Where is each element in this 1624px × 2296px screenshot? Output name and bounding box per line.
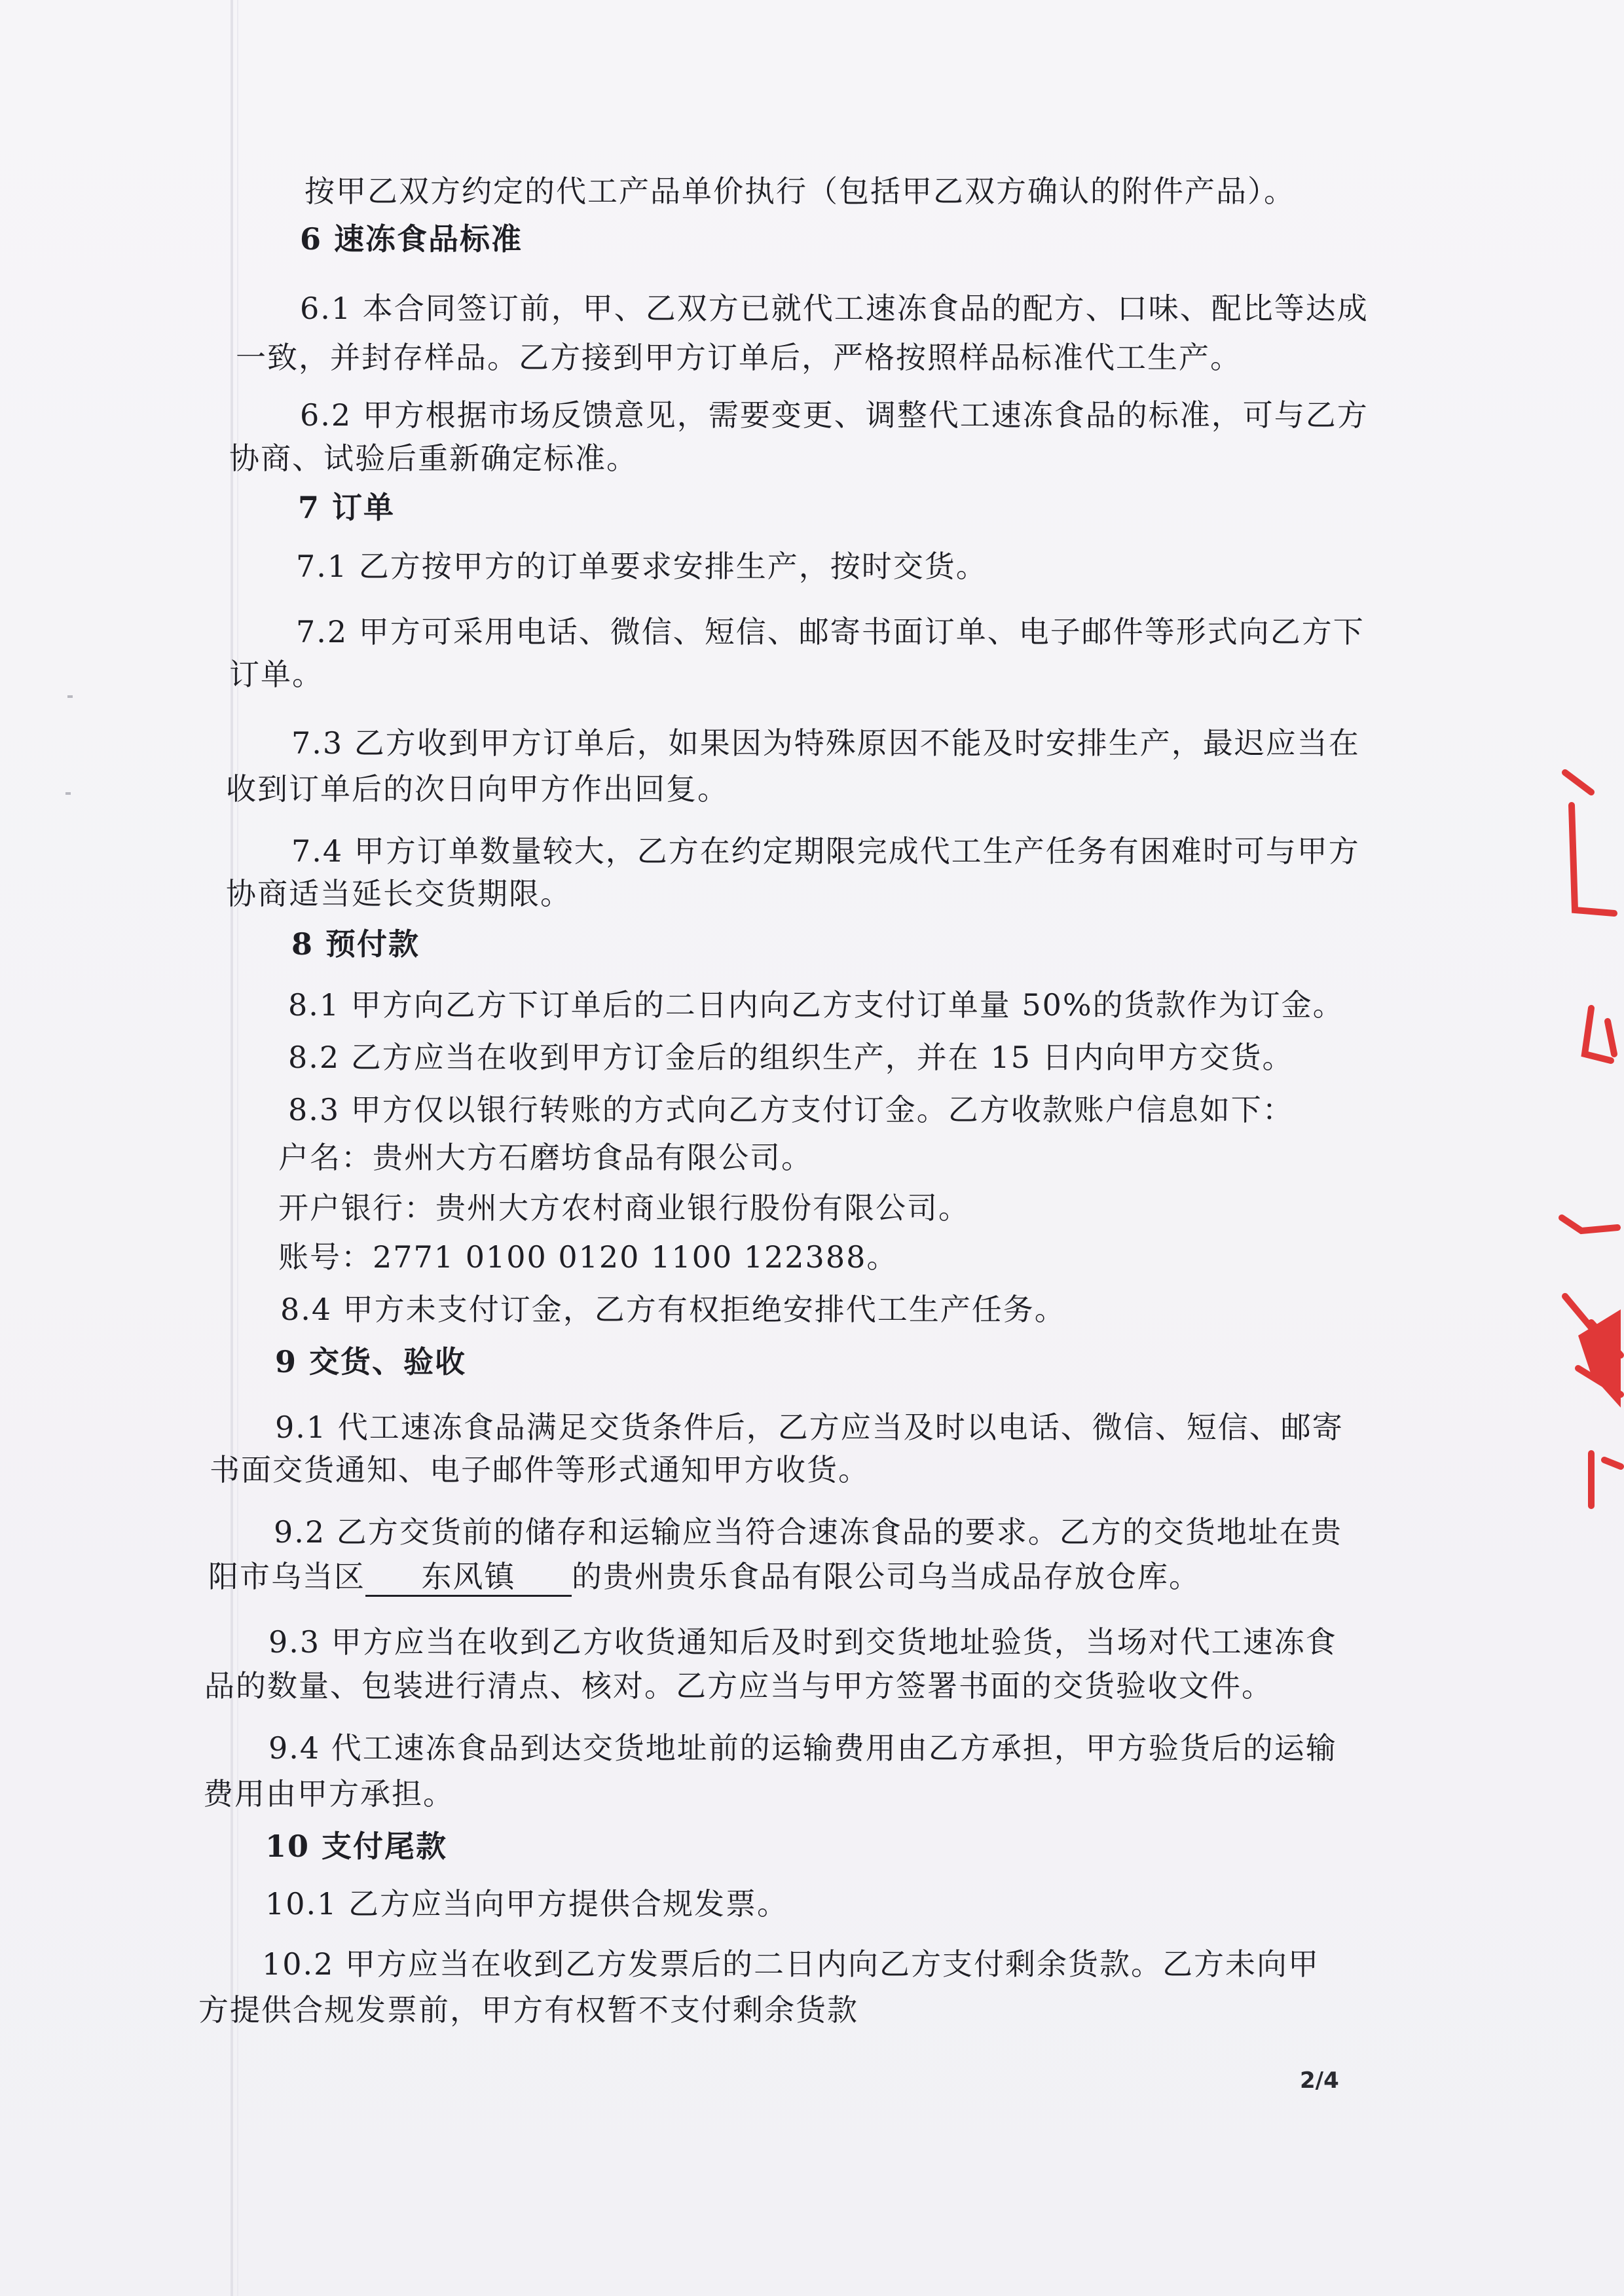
paragraph-line: 10.2 甲方应当在收到乙方发票后的二日内向乙方支付剩余货款。乙方未向甲 [262, 1946, 1320, 1982]
section-heading: 8 预付款 [291, 926, 420, 962]
paragraph-line: 书面交货通知、电子邮件等形式通知甲方收货。 [210, 1452, 870, 1487]
section-heading: 6 速冻食品标准 [300, 221, 523, 257]
paragraph-line: 8.4 甲方未支付订金，乙方有权拒绝安排代工生产任务。 [280, 1292, 1066, 1327]
paragraph-line: 协商、试验后重新确定标准。 [229, 441, 638, 476]
paragraph-line: 按甲乙双方约定的代工产品单价执行（包括甲乙双方确认的附件产品）。 [304, 173, 1295, 209]
paragraph-line: 收到订单后的次日向甲方作出回复。 [226, 771, 729, 807]
paragraph-line: 协商适当延长交货期限。 [226, 876, 572, 911]
account-bank: 开户银行：贵州大方农村商业银行股份有限公司。 [278, 1190, 970, 1226]
fill-in-town: 东风镇 [365, 1558, 572, 1597]
page-number: 2/4 [1300, 2068, 1339, 2094]
address-suffix: 的贵州贵乐食品有限公司乌当成品存放仓库。 [572, 1559, 1200, 1594]
paragraph-line: 10.1 乙方应当向甲方提供合规发票。 [265, 1886, 789, 1922]
paragraph-line: 8.3 甲方仅以银行转账的方式向乙方支付订金。乙方收款账户信息如下： [288, 1092, 1294, 1127]
paragraph-line: 8.1 甲方向乙方下订单后的二日内向乙方支付订单量 50%的货款作为订金。 [288, 987, 1344, 1023]
paragraph-line: 6.2 甲方根据市场反馈意见，需要变更、调整代工速冻食品的标准，可与乙方 [300, 397, 1369, 433]
paragraph-line: 7.2 甲方可采用电话、微信、短信、邮寄书面订单、电子邮件等形式向乙方下 [296, 614, 1365, 649]
paragraph-line [208, 1557, 1200, 1597]
paragraph-line: 一致，并封存样品。乙方接到甲方订单后，严格按照样品标准代工生产。 [236, 340, 1242, 375]
account-name: 户名：贵州大方石磨坊食品有限公司。 [278, 1140, 813, 1175]
section-heading: 7 订单 [298, 490, 396, 525]
paragraph-line: 7.4 甲方订单数量较大，乙方在约定期限完成代工生产任务有困难时可与甲方 [291, 833, 1360, 869]
address-prefix: 阳市乌当区 [208, 1559, 365, 1594]
paragraph-line: 9.1 代工速冻食品满足交货条件后，乙方应当及时以电话、微信、短信、邮寄 [275, 1410, 1344, 1445]
paragraph-line: 7.3 乙方收到甲方订单后，如果因为特殊原因不能及时安排生产，最迟应当在 [291, 725, 1360, 761]
paragraph-line: 9.3 甲方应当在收到乙方收货通知后及时到交货地址验货，当场对代工速冻食 [268, 1624, 1337, 1660]
paragraph-line: 9.4 代工速冻食品到达交货地址前的运输费用由乙方承担，甲方验货后的运输 [268, 1730, 1337, 1766]
seal-stamp-fragment [1552, 746, 1624, 1532]
paragraph-line: 费用由甲方承担。 [203, 1776, 454, 1812]
paragraph-line: 订单。 [229, 657, 323, 692]
paragraph-line: 7.1 乙方按甲方的订单要求安排生产，按时交货。 [296, 549, 987, 584]
paragraph-line: 9.2 乙方交货前的储存和运输应当符合速冻食品的要求。乙方的交货地址在贵 [274, 1514, 1342, 1550]
paragraph-line: 6.1 本合同签订前，甲、乙双方已就代工速冻食品的配方、口味、配比等达成 [300, 291, 1369, 326]
paragraph-line: 方提供合规发票前，甲方有权暂不支付剩余货款 [198, 1992, 858, 2028]
section-heading: 10 支付尾款 [265, 1829, 448, 1864]
paragraph-line: 8.2 乙方应当在收到甲方订金后的组织生产，并在 15 日内向甲方交货。 [288, 1040, 1294, 1075]
paragraph-line: 品的数量、包装进行清点、核对。乙方应当与甲方签署书面的交货验收文件。 [204, 1668, 1273, 1704]
section-heading: 9 交货、验收 [275, 1344, 467, 1379]
account-number: 账号：2771 0100 0120 1100 122388。 [278, 1239, 898, 1275]
